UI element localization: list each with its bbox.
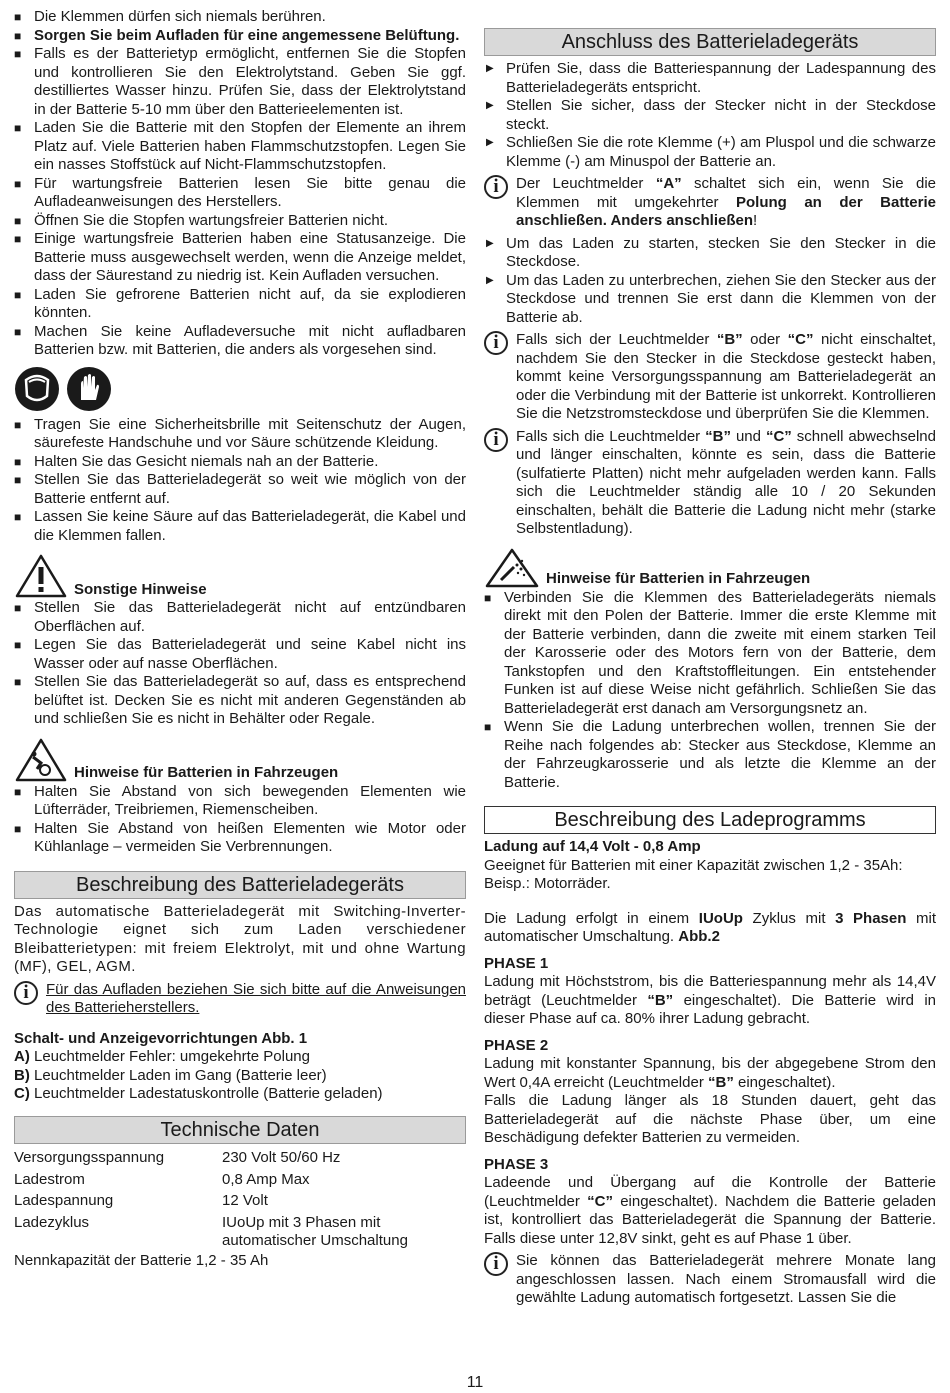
section-title: Hinweise für Batterien in Fahrzeugen bbox=[74, 764, 339, 781]
list-item: C) Leuchtmelder Ladestatuskontrolle (Batterie geladen) bbox=[14, 1085, 383, 1102]
info-icon: i bbox=[484, 331, 508, 355]
bullet-list-safety bbox=[14, 8, 466, 360]
list-item: ■ Tragen Sie eine Sicherheitsbrille mit Seitenschutz der Augen, säurefeste Handschuhe und vor Säure schützende Kleidung. bbox=[14, 415, 466, 451]
list-item: ■ Die Klemmen dürfen sich niemals berühren. bbox=[14, 8, 326, 25]
moving-parts-warning-icon bbox=[14, 737, 68, 783]
section-title: Sonstige Hinweise bbox=[74, 580, 207, 598]
list-item: A) Leuchtmelder Fehler: umgekehrte Polung bbox=[14, 1048, 310, 1065]
list-item: ■ Verbinden Sie die Klemmen des Batterieladegeräts niemals direkt mit den Polen der Batterie. Immer die erste Klemme mit der Batterie verbinden, dann die zweite mit einem starken Teil der Karosserie oder des Motors fern von der Batterie, dem Tankstopfen und den Kraftstoffleitungen. Ein entstehender Funken ist auf diese Weise nicht gefährlich. Schließen Sie das Batterieladegerät erst danach am Versorgungsnetz an. bbox=[484, 588, 936, 717]
list-item: ■ Wenn Sie die Ladung unterbrechen wollen, trennen Sie der Reihe nach folgendes ab: Stecker aus Steckdose, Klemme an der Fahrzeugkarosserie und als letzte die Klemme an der Batterie. bbox=[484, 718, 936, 791]
table-row: Ladezyklus IUoUp mit 3 Phasen mit automatischer Umschaltung bbox=[14, 1213, 408, 1249]
phase-title: PHASE 1 bbox=[484, 954, 549, 972]
page-number: 11 bbox=[466, 1374, 484, 1391]
info-icon: i bbox=[484, 1252, 508, 1276]
list-item: ■ Machen Sie keine Aufladeversuche mit nicht aufladbaren Batterien bzw. mit Batterien, die anders als vorgesehen sind. bbox=[14, 322, 466, 358]
arrow-icon: ▶ bbox=[486, 237, 494, 249]
list-item: ■ Halten Sie Abstand von heißen Elementen wie Motor oder Kühlanlage – vermeiden Sie Verbrennungen. bbox=[14, 819, 466, 855]
section-heading: Anschluss des Batterieladegeräts bbox=[484, 28, 936, 56]
ppe-icons bbox=[14, 366, 466, 412]
arrow-icon: ▶ bbox=[486, 137, 494, 148]
list-item: ▶ Um das Laden zu unterbrechen, ziehen Sie den Stecker aus der Steckdose und trennen Sie erst dann die Klemmen von der Batterie ab. bbox=[486, 271, 936, 326]
list-item: ■ Halten Sie Abstand von sich bewegenden Elementen wie Lüfterräder, Treibriemen, Riemenscheiben. bbox=[14, 782, 466, 818]
tech-data-table bbox=[14, 1148, 452, 1253]
list-item: ■ Stellen Sie das Batterieladegerät so weit wie möglich von der Batterie entfernt auf. bbox=[14, 471, 466, 507]
list-item: ■ Halten Sie das Gesicht niemals nah an der Batterie. bbox=[14, 452, 379, 470]
table-row: Versorgungsspannung 230 Volt 50/60 Hz bbox=[14, 1149, 341, 1166]
info-note: i Für das Aufladen beziehen Sie sich bitte auf die Anweisungen des Batterieherstellers. bbox=[14, 981, 466, 1018]
section-heading: Beschreibung des Ladeprogramms bbox=[484, 806, 936, 834]
fahrzeug-header-right bbox=[484, 547, 936, 589]
list-item: B) Leuchtmelder Laden im Gang (Batterie leer) bbox=[14, 1066, 327, 1084]
info-note: i Falls sich die Leuchtmelder “B” und “C” schnell abwechselnd und länger einschalten, könnte es sein, dass die Batterie (sulfatierte Platten) nicht mehr aufgeladen werden kann. Falls sich die Leuchtmelder ständig alle 10 / 20 Sekunden einschalten, behält die Batterie die Ladung nicht mehr (starke Selbstentladung). bbox=[484, 428, 936, 539]
subsection-title: Schalt- und Anzeigevorrichtungen Abb. 1 bbox=[14, 1029, 308, 1047]
phase-title: PHASE 3 bbox=[484, 1155, 549, 1173]
section-heading: Technische Daten bbox=[14, 1116, 466, 1144]
paragraph: Falls die Ladung länger als 18 Stunden dauert, geht das Batterieladegerät auf die nächste Phase über, um eine Beschädigung defekter Batterien zu vermeiden. bbox=[484, 1092, 936, 1146]
fahrzeug-header-left bbox=[14, 737, 466, 783]
phase-title: PHASE 2 bbox=[484, 1036, 549, 1054]
left-column bbox=[14, 8, 466, 1271]
list-item: ■ Sorgen Sie beim Aufladen für eine angemessene Belüftung. bbox=[14, 26, 460, 44]
bullet-list-fahrzeug-right bbox=[484, 589, 936, 793]
right-column bbox=[484, 8, 936, 1312]
face-shield-icon bbox=[14, 366, 60, 412]
section-heading: Beschreibung des Batterieladegeräts bbox=[14, 871, 466, 899]
indicator-list bbox=[14, 1048, 466, 1104]
subsection-title: Ladung auf 14,4 Volt - 0,8 Amp bbox=[484, 838, 701, 855]
info-note: i Sie können das Batterieladegerät mehrere Monate lang angeschlossen lassen. Nach einem Stromausfall wird die gewählte Ladung automatisch fortgesetzt. Lassen Sie die bbox=[484, 1252, 936, 1308]
arrow-icon: ▶ bbox=[486, 100, 494, 111]
list-item: ▶ Um das Laden zu starten, stecken Sie den Stecker in die Steckdose. bbox=[486, 234, 936, 270]
list-item: ▶ Stellen Sie sicher, dass der Stecker nicht in der Steckdose steckt. bbox=[486, 97, 936, 133]
list-item: ■ Laden Sie die Batterie mit den Stopfen der Elemente an ihrem Platz auf. Viele Batterien haben Flammschutzstopfen. Legen Sie ein nasses Stoffstück auf Nicht-Flammschutzstopfen. bbox=[14, 119, 466, 173]
arrow-list-charge bbox=[484, 235, 936, 328]
paragraph: Ladung mit Höchststrom, bis die Batteriespannung mehr als 14,4V beträgt (Leuchtmelder “B” eingeschaltet). Die Batterie wird in dieser Phase auf ca. 80% ihrer Ladung gebracht. bbox=[484, 973, 937, 1027]
table-row: Ladespannung 12 Volt bbox=[14, 1192, 268, 1209]
warning-icon bbox=[14, 553, 68, 599]
arrow-list-connect bbox=[484, 60, 936, 171]
sonstige-header bbox=[14, 553, 466, 599]
list-item: ▶ Prüfen Sie, dass die Batteriespannung der Ladespannung des Batterieladegeräts entspricht. bbox=[486, 60, 936, 96]
info-icon: i bbox=[484, 175, 508, 199]
list-item: ■ Legen Sie das Batterieladegerät und seine Kabel nicht ins Wasser oder auf nasse Oberflächen. bbox=[14, 636, 466, 672]
list-item: ■ Für wartungsfreie Batterien lesen Sie bitte genau die Aufladeanweisungen des Herstellers. bbox=[14, 174, 466, 210]
info-note: i Falls sich der Leuchtmelder “B” oder “C” nicht einschaltet, nachdem Sie den Stecker in die Steckdose gesteckt haben, kommt keine Versorgungsspannung am Batterieladegerät an oder die Verbindung mit der Batterie ist unkorrekt. Kontrollieren Sie die Netzstromsteckdose und überprüfen Sie die Klemmen. bbox=[484, 331, 936, 424]
spark-warning-icon bbox=[484, 547, 540, 589]
paragraph: Das automatische Batterieladegerät mit Switching-Inverter-Technologie eignet sich zum Laden verschiedener Bleibatterietypen: mit freiem Elektrolyt, mit und ohne Wartung (MF), GEL, AGM. bbox=[14, 902, 466, 975]
list-item: ■ Stellen Sie das Batterieladegerät nicht auf entzündbaren Oberflächen auf. bbox=[14, 599, 466, 635]
list-item: ■ Öffnen Sie die Stopfen wartungsfreier Batterien nicht. bbox=[14, 211, 389, 229]
list-item: ■ Laden Sie gefrorene Batterien nicht auf, da sie explodieren könnten. bbox=[14, 285, 466, 321]
bullet-list-fahrzeug-left bbox=[14, 783, 466, 857]
paragraph: Geeignet für Batterien mit einer Kapazität zwischen 1,2 - 35Ah: Beisp.: Motorräder. bbox=[484, 856, 903, 892]
info-icon: i bbox=[14, 981, 38, 1005]
section-title: Hinweise für Batterien in Fahrzeugen bbox=[546, 570, 811, 587]
paragraph: Ladeende und Übergang auf die Kontrolle der Batterie (Leuchtmelder “C” eingeschaltet). Nachdem die Batterie geladen ist, kontrolliert das Batterieladegerät die Spannung der Batterie. Falls diese unter 12,8V sinkt, geht es auf Phase 1 über. bbox=[484, 1174, 936, 1247]
arrow-icon: ▶ bbox=[486, 274, 494, 286]
table-row: Nennkapazität der Batterie 1,2 - 35 Ah bbox=[14, 1252, 269, 1269]
list-item: ■ Falls es der Batterietyp ermöglicht, entfernen Sie die Stopfen und kontrollieren Sie den Elektrolytstand. Geben Sie ggf. destilliertes Wasser hinzu. Prüfen Sie, dass der Elektrolytstand in der Batterie 5-10 mm über den Batterieelementen ist. bbox=[14, 45, 466, 118]
gloves-icon bbox=[66, 366, 112, 412]
bullet-list-protection bbox=[14, 416, 466, 546]
list-item: ■ Einige wartungsfreie Batterien haben eine Statusanzeige. Die Batterie muss ausgewechselt werden, wenn die Anzeige meldet, dass der Säurestand zu niedrig ist. Kein Aufladen versuchen. bbox=[14, 230, 466, 284]
arrow-icon: ▶ bbox=[486, 63, 494, 74]
bullet-list-sonstige bbox=[14, 599, 466, 729]
info-note: i Der Leuchtmelder “A” schaltet sich ein, wenn Sie die Klemmen mit umgekehrter Polung an der Batterie anschließen. Anders anschließen! bbox=[484, 175, 936, 231]
list-item: ▶ Schließen Sie die rote Klemme (+) am Pluspol und die schwarze Klemme (-) am Minuspol der Batterie an. bbox=[486, 134, 936, 170]
table-row: Ladestrom 0,8 Amp Max bbox=[14, 1170, 310, 1188]
list-item: ■ Lassen Sie keine Säure auf das Batterieladegerät, die Kabel und die Klemmen fallen. bbox=[14, 508, 466, 544]
info-icon: i bbox=[484, 428, 508, 452]
paragraph: Ladung mit konstanter Spannung, bis der abgegebene Strom den Wert 0,4A erreicht (Leuchtmelder “B” eingeschaltet). bbox=[484, 1055, 936, 1091]
paragraph: Die Ladung erfolgt in einem IUoUp Zyklus mit 3 Phasen mit automatischer Umschaltung. Abb.2 bbox=[484, 909, 937, 945]
list-item: ■ Stellen Sie das Batterieladegerät so auf, dass es entsprechend belüftet ist. Decken Sie es nicht mit anderen Gegenständen ab und schließen Sie es nicht in Behälter oder Regale. bbox=[14, 673, 466, 727]
